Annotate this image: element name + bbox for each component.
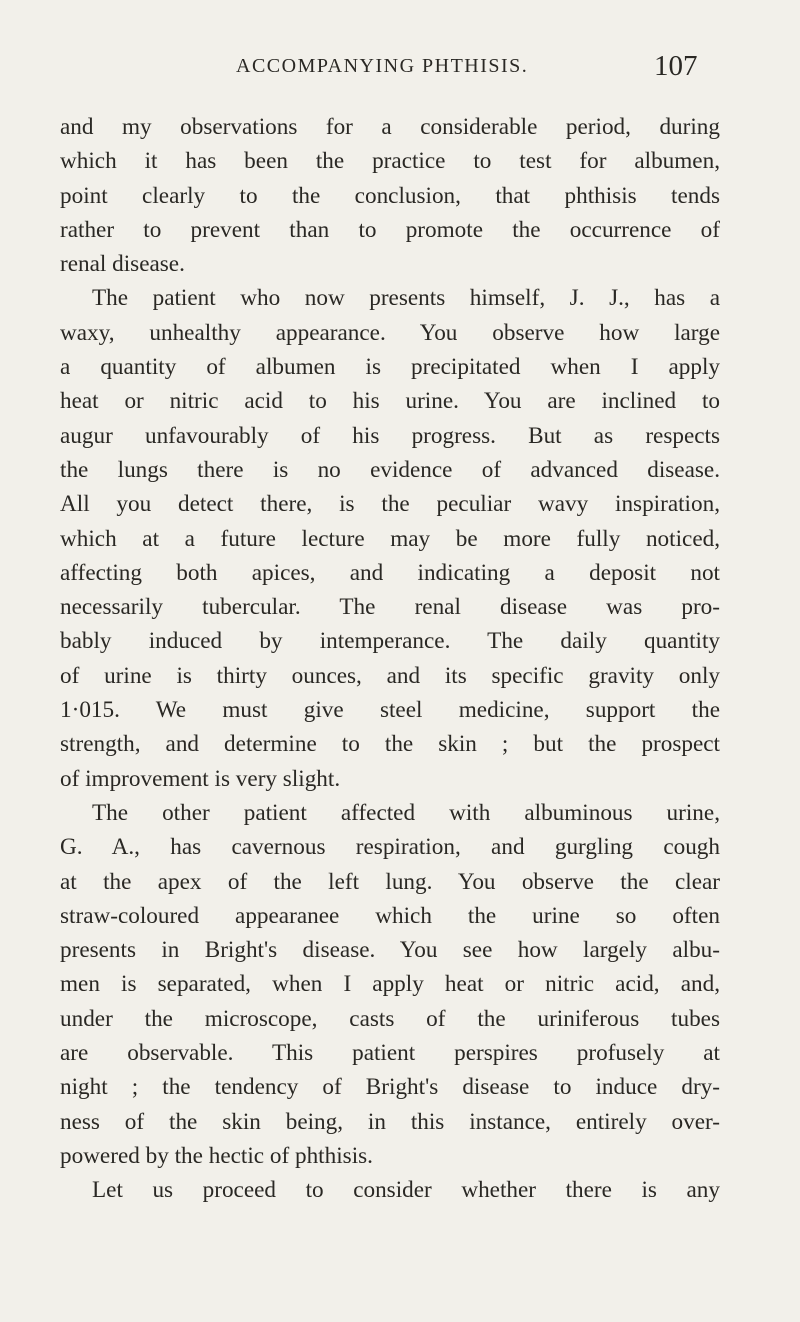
running-title: ACCOMPANYING PHTHISIS. bbox=[236, 55, 529, 77]
text-line: a quantity of albumen is precipitated when I apply bbox=[60, 354, 720, 381]
text-line: straw-coloured appearanee which the urine so often bbox=[60, 902, 720, 929]
text-line: Let us proceed to consider whether there is any bbox=[92, 1177, 720, 1204]
text-line: are observable. This patient perspires profusely at bbox=[60, 1040, 720, 1067]
text-line: under the microscope, casts of the uriniferous tubes bbox=[60, 1005, 720, 1032]
text-line: at the apex of the left lung. You observe the clear bbox=[60, 868, 720, 895]
text-line: augur unfavourably of his progress. But as respects bbox=[60, 422, 720, 449]
paragraph bbox=[60, 1173, 720, 1207]
text-line: of improvement is very slight. bbox=[60, 765, 341, 792]
text-line: renal disease. bbox=[60, 251, 185, 278]
text-line: point clearly to the conclusion, that phthisis tends bbox=[60, 182, 720, 209]
text-line: presents in Bright's disease. You see how largely albu- bbox=[60, 937, 720, 964]
text-line: which it has been the practice to test for albumen, bbox=[60, 148, 720, 175]
text-line: The patient who now presents himself, J. J., has a bbox=[92, 285, 720, 312]
paragraph bbox=[60, 281, 720, 795]
body-text bbox=[60, 110, 720, 1208]
page-number: 107 bbox=[654, 50, 698, 82]
text-line: G. A., has cavernous respiration, and gurgling cough bbox=[60, 834, 720, 861]
text-line: affecting both apices, and indicating a deposit not bbox=[60, 559, 720, 586]
text-line: The other patient affected with albuminous urine, bbox=[92, 799, 720, 826]
text-line: and my observations for a considerable period, during bbox=[60, 114, 720, 140]
text-line: All you detect there, is the peculiar wavy inspiration, bbox=[60, 491, 720, 518]
text-line: strength, and determine to the skin ; but the prospect bbox=[60, 731, 720, 758]
text-line: heat or nitric acid to his urine. You are inclined to bbox=[60, 388, 720, 415]
text-line: necessarily tubercular. The renal disease was pro- bbox=[60, 594, 720, 621]
paragraph bbox=[60, 796, 720, 1173]
text-line: night ; the tendency of Bright's disease to induce dry- bbox=[60, 1074, 720, 1101]
text-line: which at a future lecture may be more fully noticed, bbox=[60, 525, 720, 552]
text-line: 1·015. We must give steel medicine, support the bbox=[60, 697, 720, 724]
text-line: of urine is thirty ounces, and its specific gravity only bbox=[60, 662, 720, 689]
text-line: powered by the hectic of phthisis. bbox=[60, 1142, 373, 1169]
text-line: men is separated, when I apply heat or nitric acid, and, bbox=[60, 971, 720, 998]
text-line: waxy, unhealthy appearance. You observe how large bbox=[60, 319, 720, 346]
text-line: bably induced by intemperance. The daily quantity bbox=[60, 628, 720, 655]
paragraph bbox=[60, 110, 720, 281]
text-line: the lungs there is no evidence of advanced disease. bbox=[60, 456, 720, 483]
running-header bbox=[0, 50, 800, 94]
text-line: ness of the skin being, in this instance, entirely over- bbox=[60, 1108, 720, 1135]
text-line: rather to prevent than to promote the occurrence of bbox=[60, 216, 720, 243]
